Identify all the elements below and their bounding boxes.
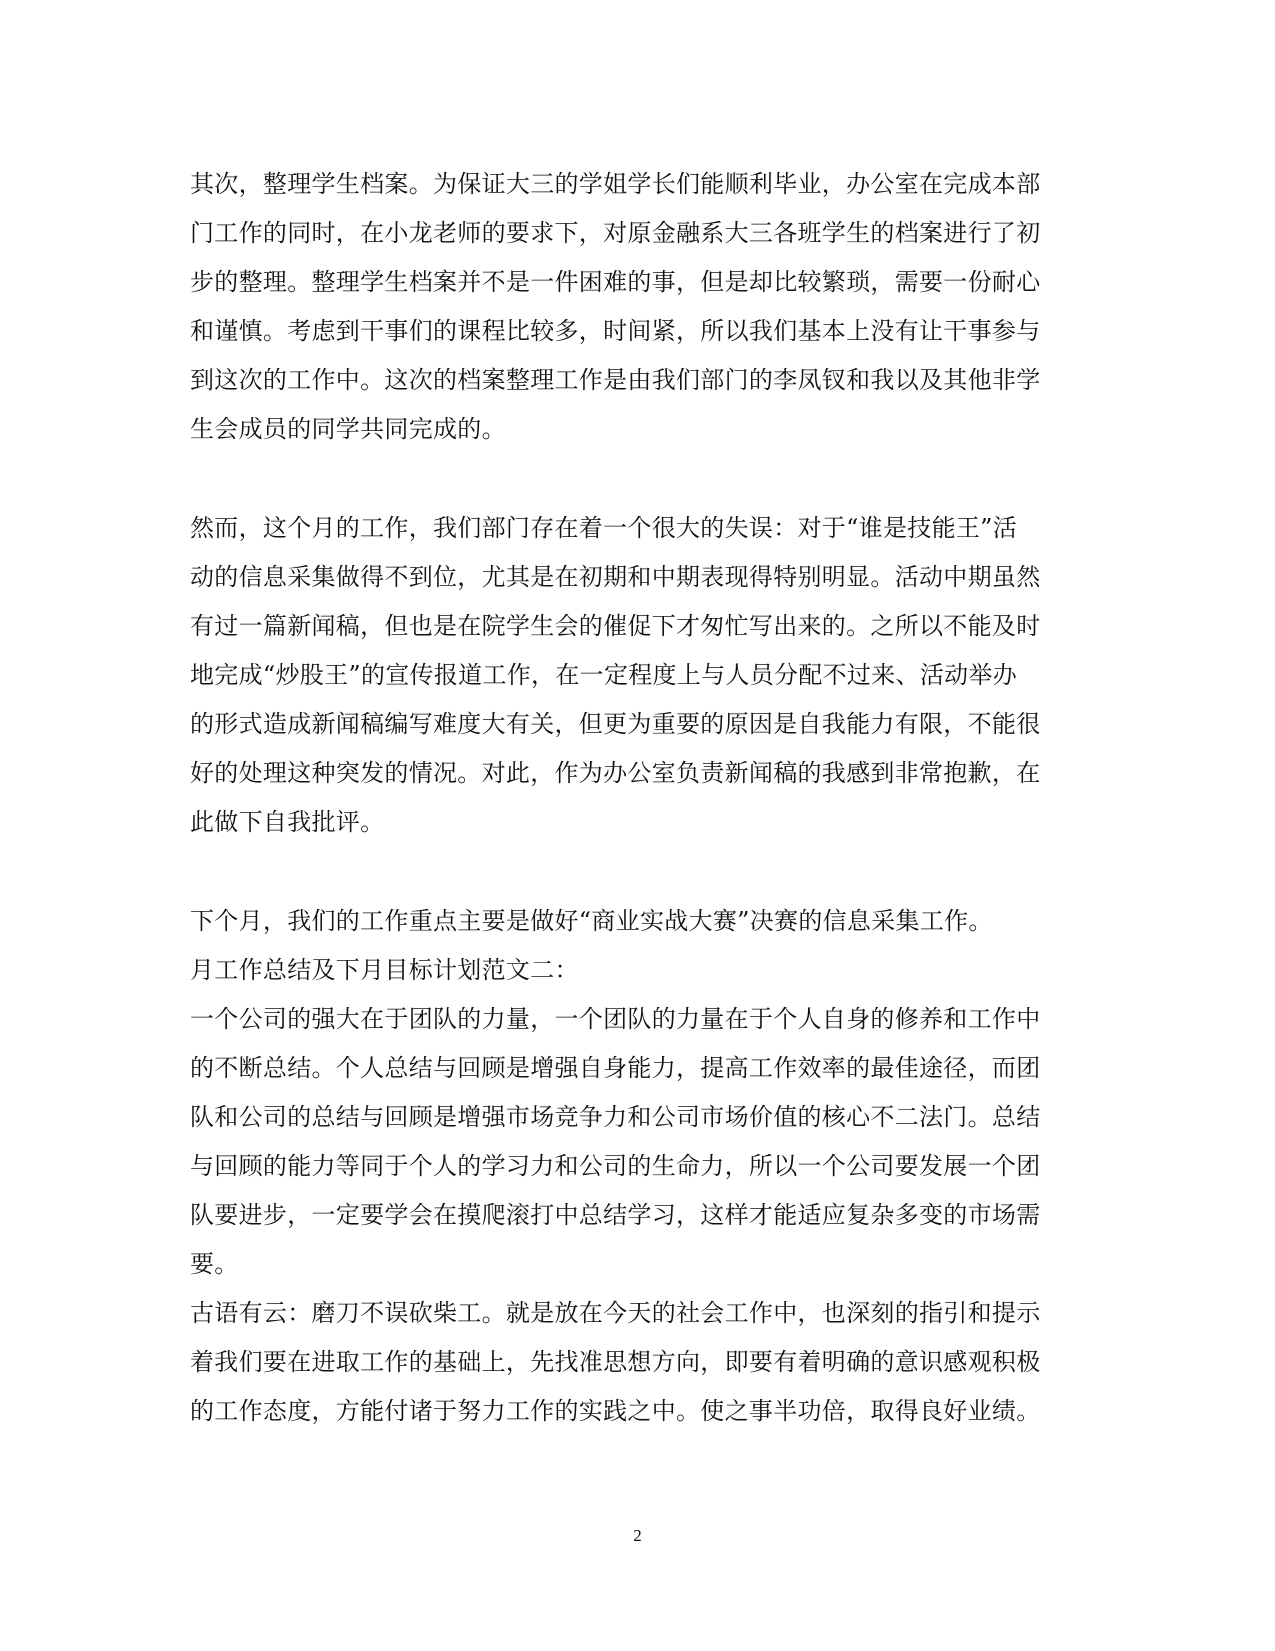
text-line: 的工作态度，方能付诸于努力工作的实践之中。使之事半功倍，取得良好业绩。 bbox=[190, 1397, 1041, 1425]
text-line: 一个公司的强大在于团队的力量，一个团队的力量在于个人自身的修养和工作中 bbox=[190, 1005, 1041, 1033]
text-line: 月工作总结及下月目标计划范文二： bbox=[190, 956, 579, 984]
text-line: 地完成“炒股王”的宣传报道工作，在一定程度上与人员分配不过来、活动举办 bbox=[190, 661, 1018, 689]
section-heading bbox=[190, 946, 1090, 995]
text-line: 要。 bbox=[190, 1250, 239, 1278]
paragraph-spacer bbox=[190, 454, 1090, 504]
text-line: 的不断总结。个人总结与回顾是增强自身能力，提高工作效率的最佳途径，而团 bbox=[190, 1054, 1041, 1082]
text-line: 然而，这个月的工作，我们部门存在着一个很大的失误：对于“谁是技能王”活 bbox=[190, 514, 1018, 542]
paragraph-spacer bbox=[190, 847, 1090, 897]
text-line: 与回顾的能力等同于个人的学习力和公司的生命力，所以一个公司要发展一个团 bbox=[190, 1152, 1041, 1180]
text-line: 着我们要在进取工作的基础上，先找准思想方向，即要有着明确的意识感观积极 bbox=[190, 1348, 1041, 1376]
text-line: 古语有云：磨刀不误砍柴工。就是放在今天的社会工作中，也深刻的指引和提示 bbox=[190, 1299, 1041, 1327]
text-line: 下个月，我们的工作重点主要是做好“商业实战大赛”决赛的信息采集工作。 bbox=[190, 907, 993, 935]
text-line: 步的整理。整理学生档案并不是一件困难的事，但是却比较繁琐，需要一份耐心 bbox=[190, 268, 1041, 296]
text-line: 生会成员的同学共同完成的。 bbox=[190, 415, 506, 443]
text-line: 和谨慎。考虑到干事们的课程比较多，时间紧，所以我们基本上没有让干事参与 bbox=[190, 317, 1041, 345]
paragraph bbox=[190, 897, 1090, 946]
text-line: 动的信息采集做得不到位，尤其是在初期和中期表现得特别明显。活动中期虽然 bbox=[190, 563, 1041, 591]
text-line: 好的处理这种突发的情况。对此，作为办公室负责新闻稿的我感到非常抱歉，在 bbox=[190, 759, 1041, 787]
text-line: 的形式造成新闻稿编写难度大有关，但更为重要的原因是自我能力有限，不能很 bbox=[190, 710, 1041, 738]
text-line: 其次，整理学生档案。为保证大三的学姐学长们能顺利毕业，办公室在完成本部 bbox=[190, 170, 1041, 198]
text-line: 到这次的工作中。这次的档案整理工作是由我们部门的李凤钗和我以及其他非学 bbox=[190, 366, 1041, 394]
text-line: 队要进步，一定要学会在摸爬滚打中总结学习，这样才能适应复杂多变的市场需 bbox=[190, 1201, 1041, 1229]
text-line: 有过一篇新闻稿，但也是在院学生会的催促下才匆忙写出来的。之所以不能及时 bbox=[190, 612, 1041, 640]
paragraph bbox=[190, 995, 1090, 1289]
paragraph bbox=[190, 504, 1090, 847]
text-line: 此做下自我批评。 bbox=[190, 808, 385, 836]
paragraph bbox=[190, 1289, 1090, 1436]
page-number: 2 bbox=[633, 1526, 642, 1545]
text-line: 门工作的同时，在小龙老师的要求下，对原金融系大三各班学生的档案进行了初 bbox=[190, 219, 1041, 247]
text-line: 队和公司的总结与回顾是增强市场竞争力和公司市场价值的核心不二法门。总结 bbox=[190, 1103, 1041, 1131]
paragraph bbox=[190, 160, 1090, 454]
document-body bbox=[190, 160, 1090, 1436]
